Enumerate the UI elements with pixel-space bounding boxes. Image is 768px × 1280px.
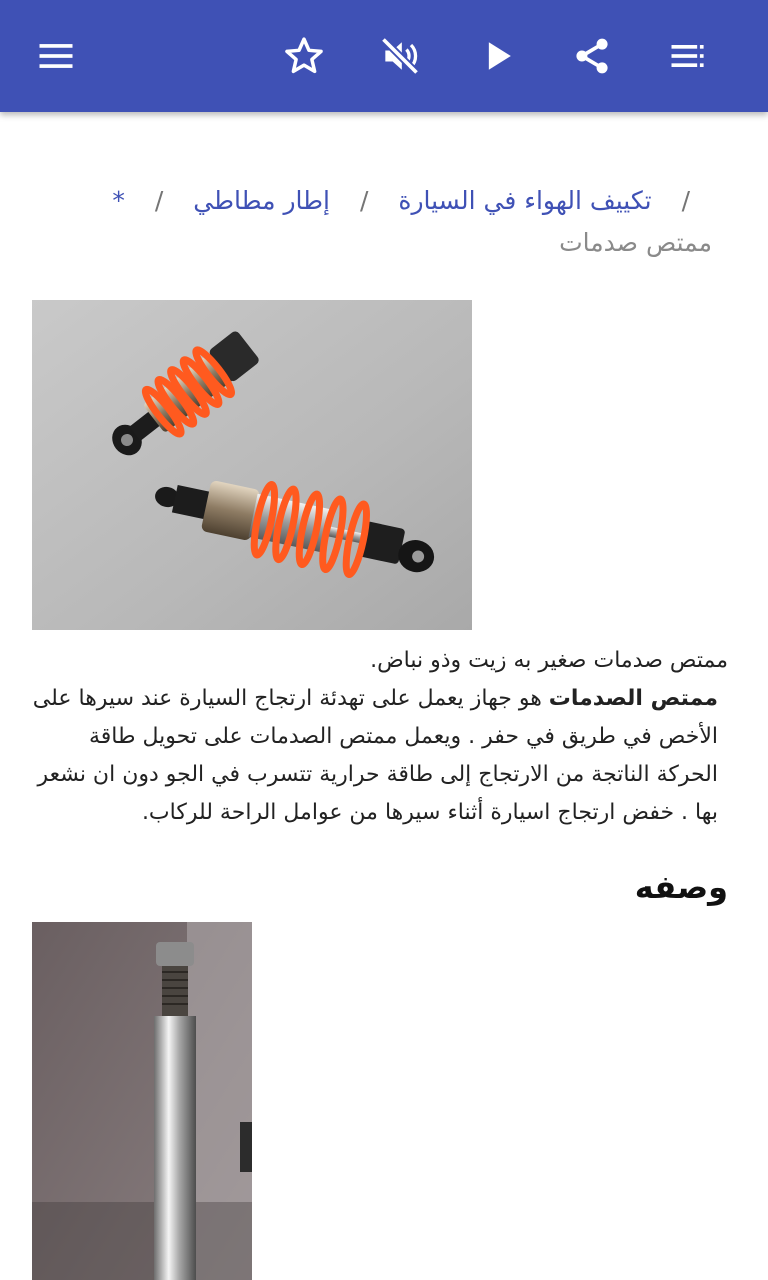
breadcrumb-separator: / [154,186,164,215]
image-caption: ممتص صدمات صغير به زيت وذو نباض. [370,648,728,673]
breadcrumb-current: ممتص صدمات [559,228,712,257]
shock-absorbers-image[interactable] [32,300,472,630]
article-paragraph [32,680,718,832]
mute-button[interactable] [372,28,428,84]
breadcrumb-separator: / [359,186,369,215]
star-outline-icon [282,34,326,78]
app-bar [0,0,768,112]
favorite-button[interactable] [276,28,332,84]
playlist-icon [666,34,710,78]
breadcrumb-item-tire[interactable]: إطار مطاطي [193,186,330,215]
breadcrumb [56,180,712,270]
menu-icon [34,34,78,78]
share-icon [570,34,614,78]
menu-button[interactable] [28,28,84,84]
breadcrumb-item-air-conditioning[interactable]: تكييف الهواء في السيارة [398,186,652,215]
paragraph-bold-term: ممتص الصدمات [548,686,718,711]
play-icon [476,34,520,78]
breadcrumb-separator: / [681,186,690,215]
contents-button[interactable] [660,28,716,84]
share-button[interactable] [564,28,620,84]
strut-image[interactable] [32,922,252,1280]
play-button[interactable] [470,28,526,84]
section-heading: وصفه [634,868,728,906]
paragraph-body: هو جهاز يعمل على تهدئة ارتجاج السيارة عند سيرها على الأخص في طريق في حفر . ويعمل ممتص الصدمات على تحويل طاقة الحركة الناتجة من الارتجاج إلى طاقة حرارية تتسرب في الجو دون ان نشعر بها . خفض ارتجاج اسيارة أثناء سيرها من عوامل الراحة للركاب. [32,686,718,825]
breadcrumb-home[interactable]: * [112,186,125,215]
volume-off-icon [378,34,422,78]
